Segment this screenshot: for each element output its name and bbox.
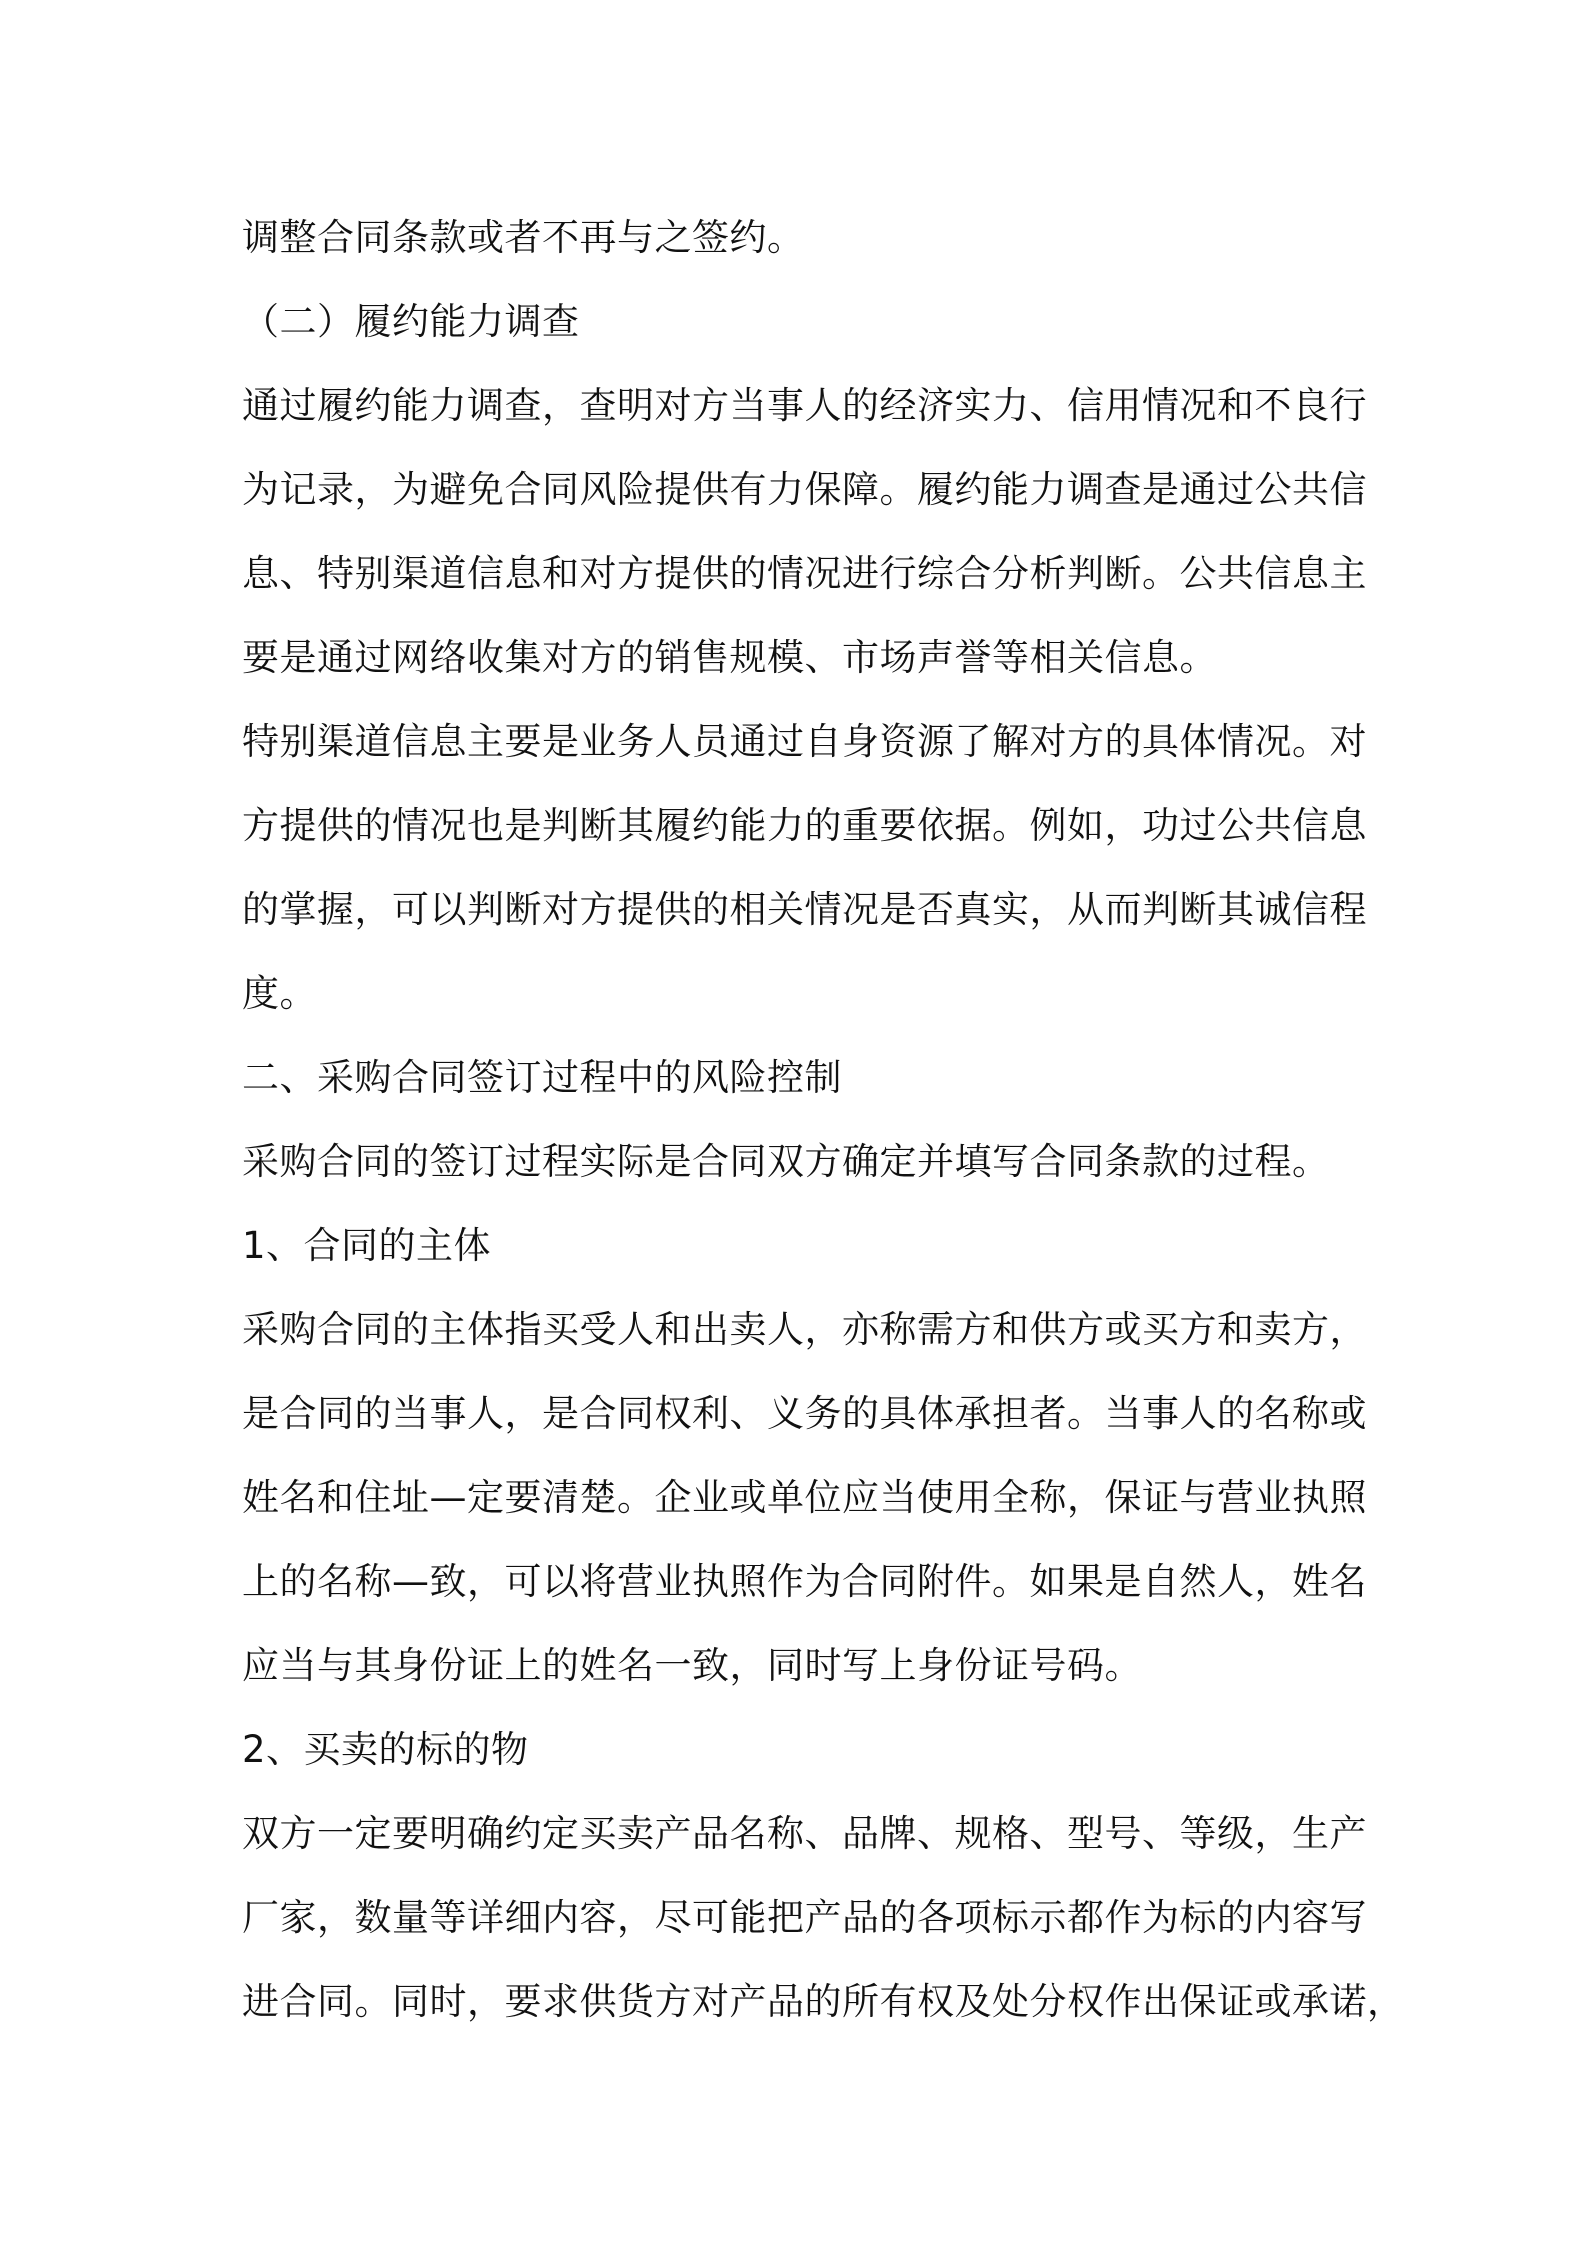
subsection-heading: 1、合同的主体 (242, 1224, 492, 1267)
document-body (242, 196, 1405, 2044)
paragraph-line: 通过履约能力调查，查明对方当事人的经济实力、信用情况和不良行 (242, 384, 1367, 427)
paragraph-line: 调整合同条款或者不再与之签约。 (242, 216, 805, 259)
paragraph-line: 方提供的情况也是判断其履约能力的重要依据。例如，功过公共信息 (242, 804, 1367, 847)
paragraph-line: 上的名称—致，可以将营业执照作为合同附件。如果是自然人，姓名 (242, 1560, 1367, 1603)
paragraph-line: 的掌握，可以判断对方提供的相关情况是否真实，从而判断其诚信程 (242, 888, 1367, 931)
paragraph-line: 采购合同的签订过程实际是合同双方确定并填写合同条款的过程。 (242, 1140, 1330, 1183)
paragraph-line: 双方一定要明确约定买卖产品名称、品牌、规格、型号、等级，生产 (242, 1812, 1367, 1855)
paragraph-line: 厂家，数量等详细内容，尽可能把产品的各项标示都作为标的内容写 (242, 1896, 1367, 1939)
paragraph-line: 应当与其身份证上的姓名一致，同时写上身份证号码。 (242, 1644, 1142, 1687)
paragraph-line: 是合同的当事人，是合同权利、义务的具体承担者。当事人的名称或 (242, 1392, 1367, 1435)
paragraph-line: 为记录，为避免合同风险提供有力保障。履约能力调查是通过公共信 (242, 468, 1367, 511)
paragraph-line: 度。 (242, 972, 317, 1015)
paragraph-line: 进合同。同时，要求供货方对产品的所有权及处分权作出保证或承诺， (242, 1980, 1405, 2023)
paragraph-line: 姓名和住址—定要清楚。企业或单位应当使用全称，保证与营业执照 (242, 1476, 1367, 1519)
section-heading: 二、采购合同签订过程中的风险控制 (242, 1056, 842, 1099)
paragraph-line: 采购合同的主体指买受人和出卖人，亦称需方和供方或买方和卖方， (242, 1308, 1367, 1351)
subsection-heading: 2、买卖的标的物 (242, 1728, 529, 1771)
paragraph-line: 要是通过网络收集对方的销售规模、市场声誉等相关信息。 (242, 636, 1217, 679)
section-heading: （二）履约能力调查 (242, 300, 580, 343)
paragraph-line: 特别渠道信息主要是业务人员通过自身资源了解对方的具体情况。对 (242, 720, 1367, 763)
paragraph-line: 息、特别渠道信息和对方提供的情况进行综合分析判断。公共信息主 (242, 552, 1367, 595)
